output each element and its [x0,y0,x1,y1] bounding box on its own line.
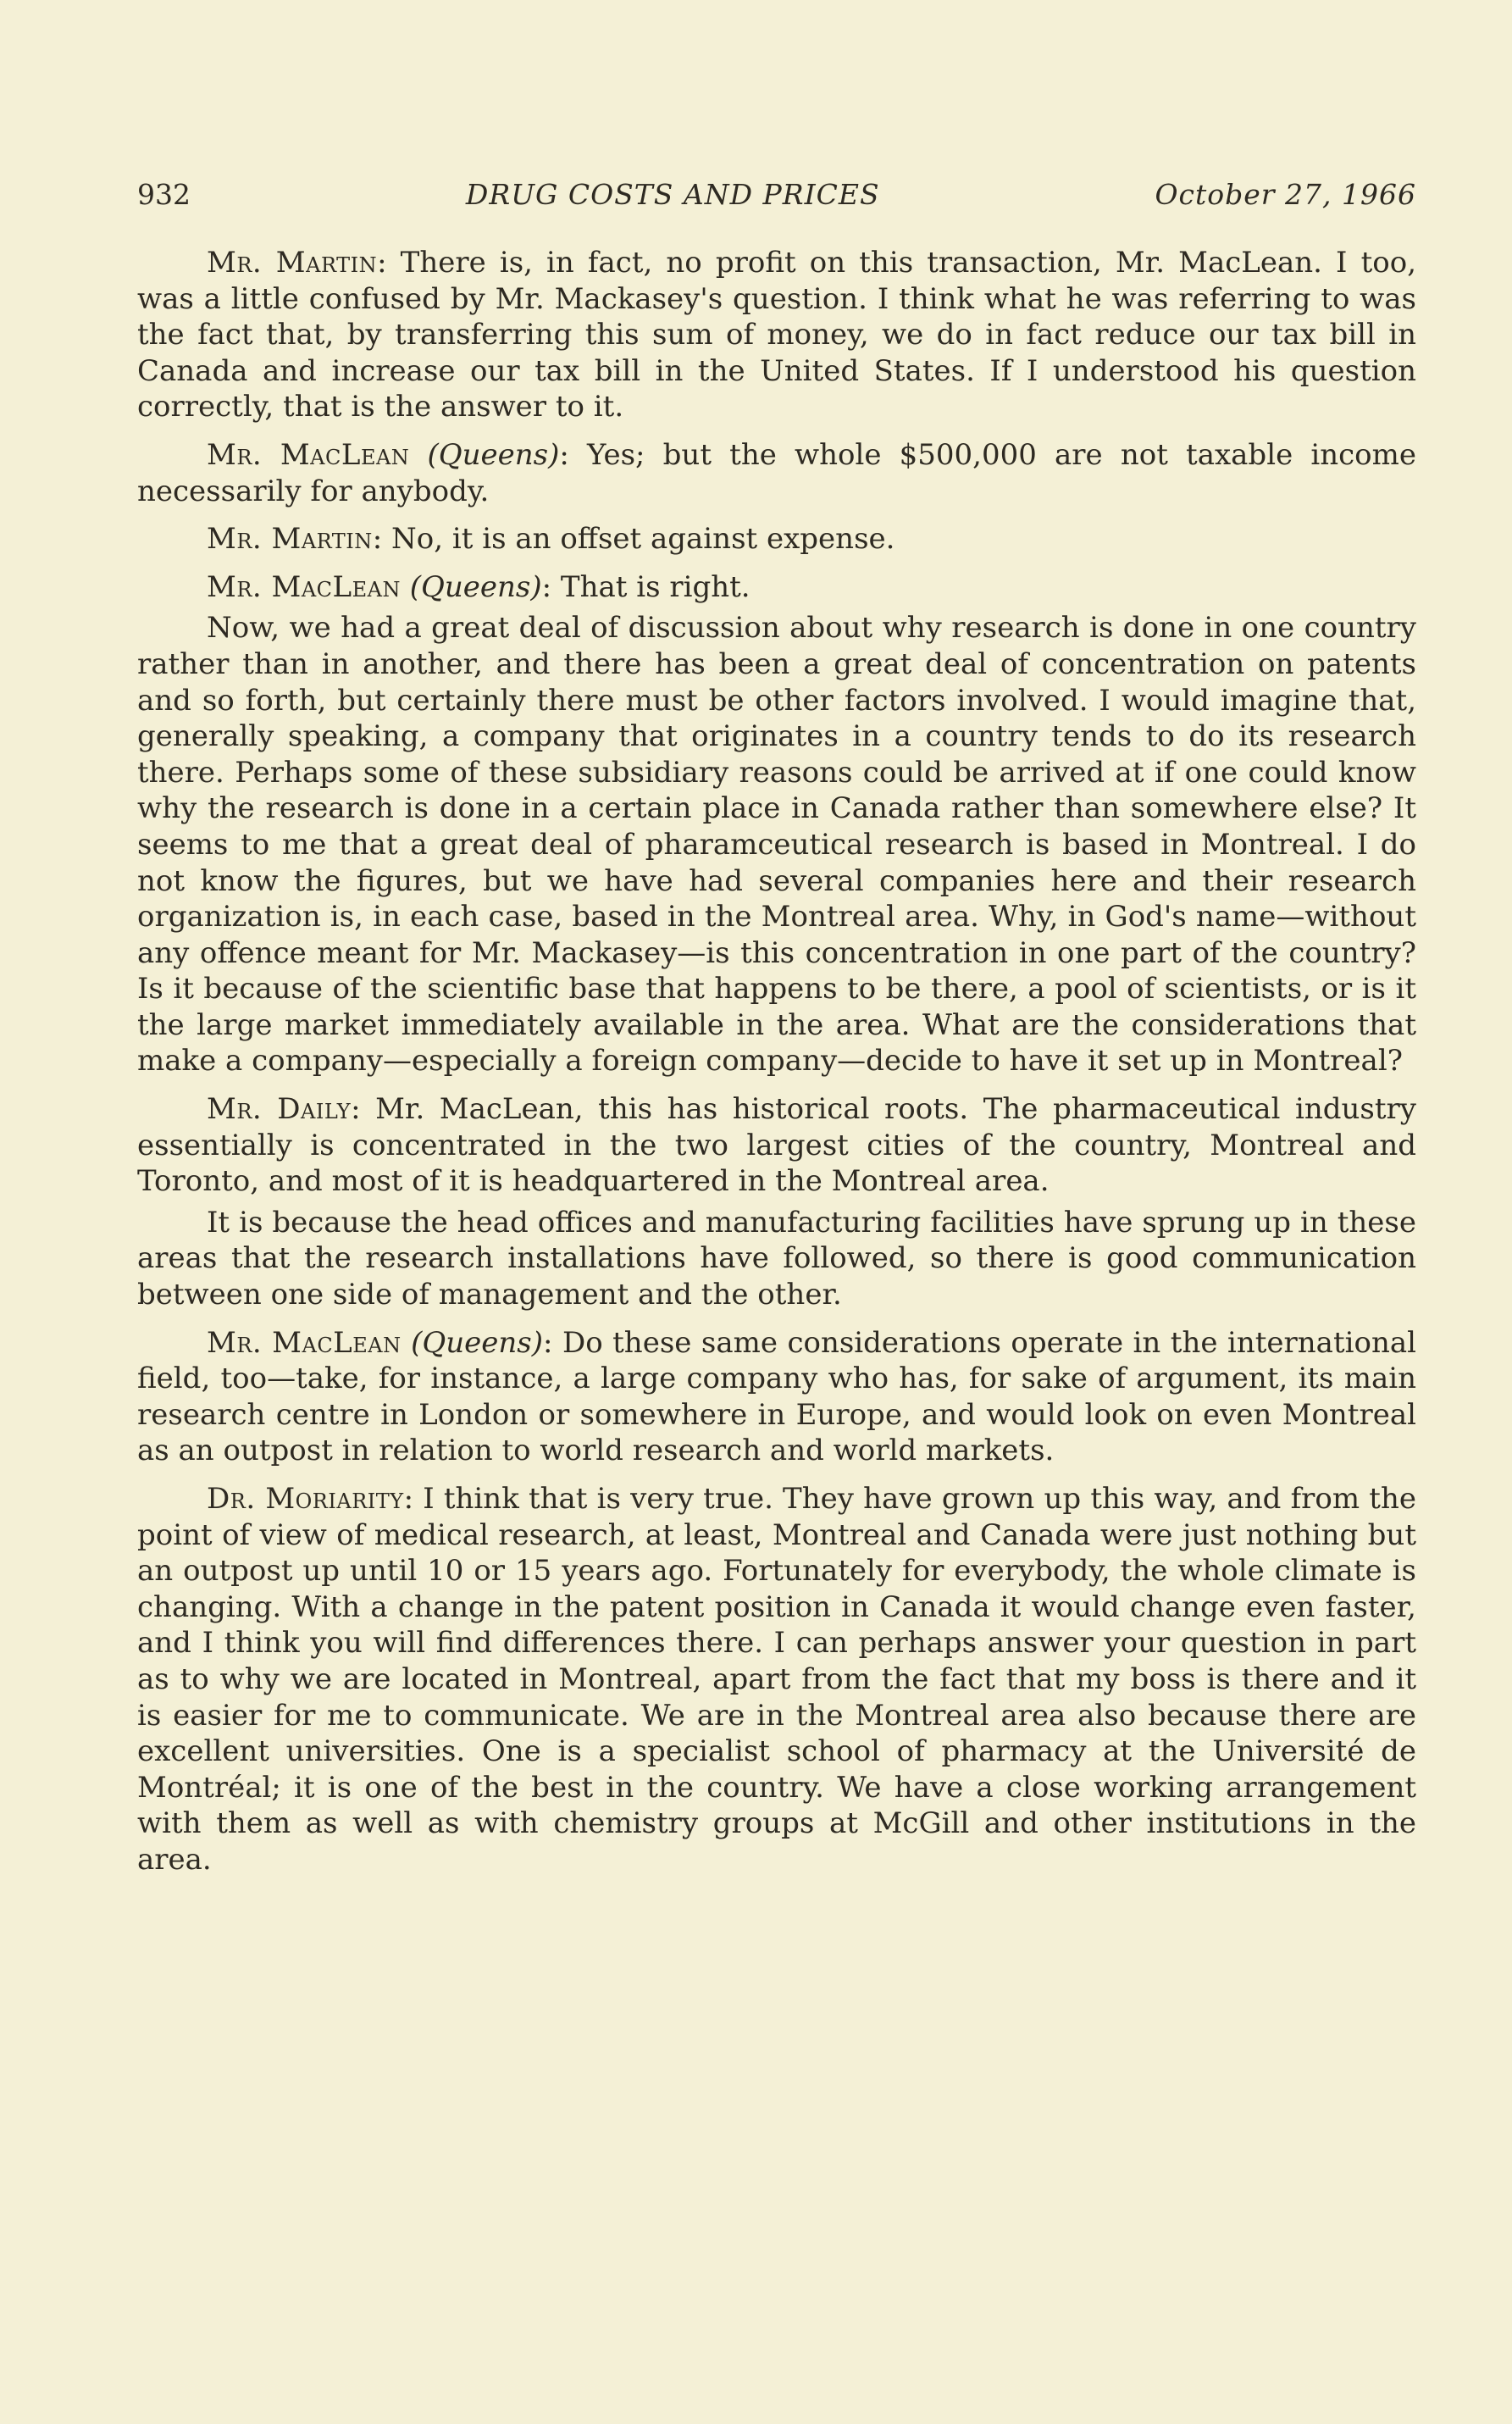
speaker-riding: (Queens) [409,569,542,604]
paragraph-text: Yes; but the whole $500,000 are not taxable income necessarily for anybody. [137,437,1416,508]
paragraph-text: There is, in fact, no profit on this transaction, Mr. MacLean. I too, was a little confused by Mr. Mackasey's question. I think what he was referring to was the fact that, by transferring this sum of money, we do in fact reduce our tax bill in Canada and increase our tax bill in the United States. If I understood his question correctly, that is the answer to it. [137,246,1417,424]
transcript-body [137,245,1416,1878]
paragraph-text: Do these same considerations operate in the international field, too—take, for instance, a large company who has, for sake of argument, its main research centre in London or somewhere in Europe, and would look on even Montreal as an outpost in relation to world research and world markets. [137,1325,1417,1468]
paragraph: Dr. Moriarity: I think that is very true. They have grown up this way, and from the point of view of medical research, at least, Montreal and Canada were just nothing but an outpost up until 10 or 15 years ago. Fortunately for everybody, the whole climate is changing. With a change in the patent position in Canada it would change even faster, and I think you will find differences there. I can perhaps answer your question in part as to why we are located in Montreal, apart from the fact that my boss is there and it is easier for me to communicate. We are in the Montreal area also because there are excellent universities. One is a specialist school of pharmacy at the Université de Montréal; it is one of the best in the country. We have a close working arrangement with them as well as with chemistry groups at McGill and other institutions in the area. [137,1482,1416,1877]
paragraph-text: Now, we had a great deal of discussion about why research is done in one country rather than in another, and there has been a great deal of concentration on patents and so forth, but certainly there must be other factors involved. I would imagine that, generally speaking, a company that originates in a country tends to do its research there. Perhaps some of these subsidiary reasons could be arrived at if one could know why the research is done in a certain place in Canada rather than somewhere else? It seems to me that a great deal of pharamceutical research is based in Montreal. I do not know the figures, but we have had several companies here and their research organization is, in each case, based in the Montreal area. Why, in God's name—without any offence meant for Mr. Mackasey—is this concentration in one part of the country? Is it because of the scientific base that happens to be there, a pool of scientists, or is it the large market immediately available in the area. What are the considerations that make a company—especially a foreign company—decide to have it set up in Montreal? [137,611,1416,1079]
running-header [137,178,1416,211]
speaker-name: Mr. MacLean [207,437,410,472]
speaker-name: Mr. Martin [207,246,378,280]
document-page [137,178,1416,1890]
header-date: October 27, 1966 [1155,178,1416,211]
speaker-riding: (Queens) [427,437,560,472]
paragraph-text: It is because the head offices and manufacturing facilities have sprung up in these areas that the research installations have followed, so there is good communication between one side of management and the other. [137,1205,1416,1312]
speaker-riding: (Queens) [411,1325,543,1360]
paragraph: Mr. Martin: There is, in fact, no profit on this transaction, Mr. MacLean. I too, was a little confused by Mr. Mackasey's question. I think what he was referring to was the fact that, by transferring this sum of money, we do in fact reduce our tax bill in Canada and increase our tax bill in the United States. If I understood his question correctly, that is the answer to it. [137,246,1417,424]
speaker-name: Dr. Moriarity [207,1482,404,1516]
paragraph-text: That is right. [560,569,750,604]
page-number: 932 [137,178,191,211]
paragraph-text: No, it is an offset against expense. [391,522,895,557]
paragraph: Mr. MacLean (Queens): Yes; but the whole $500,000 are not taxable income necessarily for anybody. [137,437,1416,508]
speaker-name: Mr. Daily [207,1092,352,1127]
paragraph: Mr. Daily: Mr. MacLean, this has historical roots. The pharmaceutical industry essentially is concentrated in the two largest cities of the country, Montreal and Toronto, and most of it is headquartered in the Montreal area. [137,1092,1417,1199]
paragraph: Mr. Martin: No, it is an offset against expense. [207,522,895,557]
running-title: DRUG COSTS AND PRICES [465,178,880,211]
speaker-name: Mr. MacLean [207,569,401,604]
paragraph [137,1205,1416,1313]
speaker-name: Mr. MacLean [207,1325,402,1360]
paragraph: Mr. MacLean (Queens): That is right. [207,569,750,604]
paragraph [137,610,1416,1079]
paragraph-text: Mr. MacLean, this has historical roots. The pharmaceutical industry essentially is concentrated in the two largest cities of the country, Montreal and Toronto, and most of it is headquartered in the Montreal area. [137,1092,1417,1199]
paragraph-text: I think that is very true. They have grown up this way, and from the point of view of medical research, at least, Montreal and Canada were just nothing but an outpost up until 10 or 15 years ago. Fortunately for everybody, the whole climate is changing. With a change in the patent position in Canada it would change even faster, and I think you will find differences there. I can perhaps answer your question in part as to why we are located in Montreal, apart from the fact that my boss is there and it is easier for me to communicate. We are in the Montreal area also because there are excellent universities. One is a specialist school of pharmacy at the Université de Montréal; it is one of the best in the country. We have a close working arrangement with them as well as with chemistry groups at McGill and other institutions in the area. [137,1482,1416,1877]
speaker-name: Mr. Martin [207,522,373,557]
paragraph: Mr. MacLean (Queens): Do these same considerations operate in the international field, too—take, for instance, a large company who has, for sake of argument, its main research centre in London or somewhere in Europe, and would look on even Montreal as an outpost in relation to world research and world markets. [137,1325,1417,1468]
